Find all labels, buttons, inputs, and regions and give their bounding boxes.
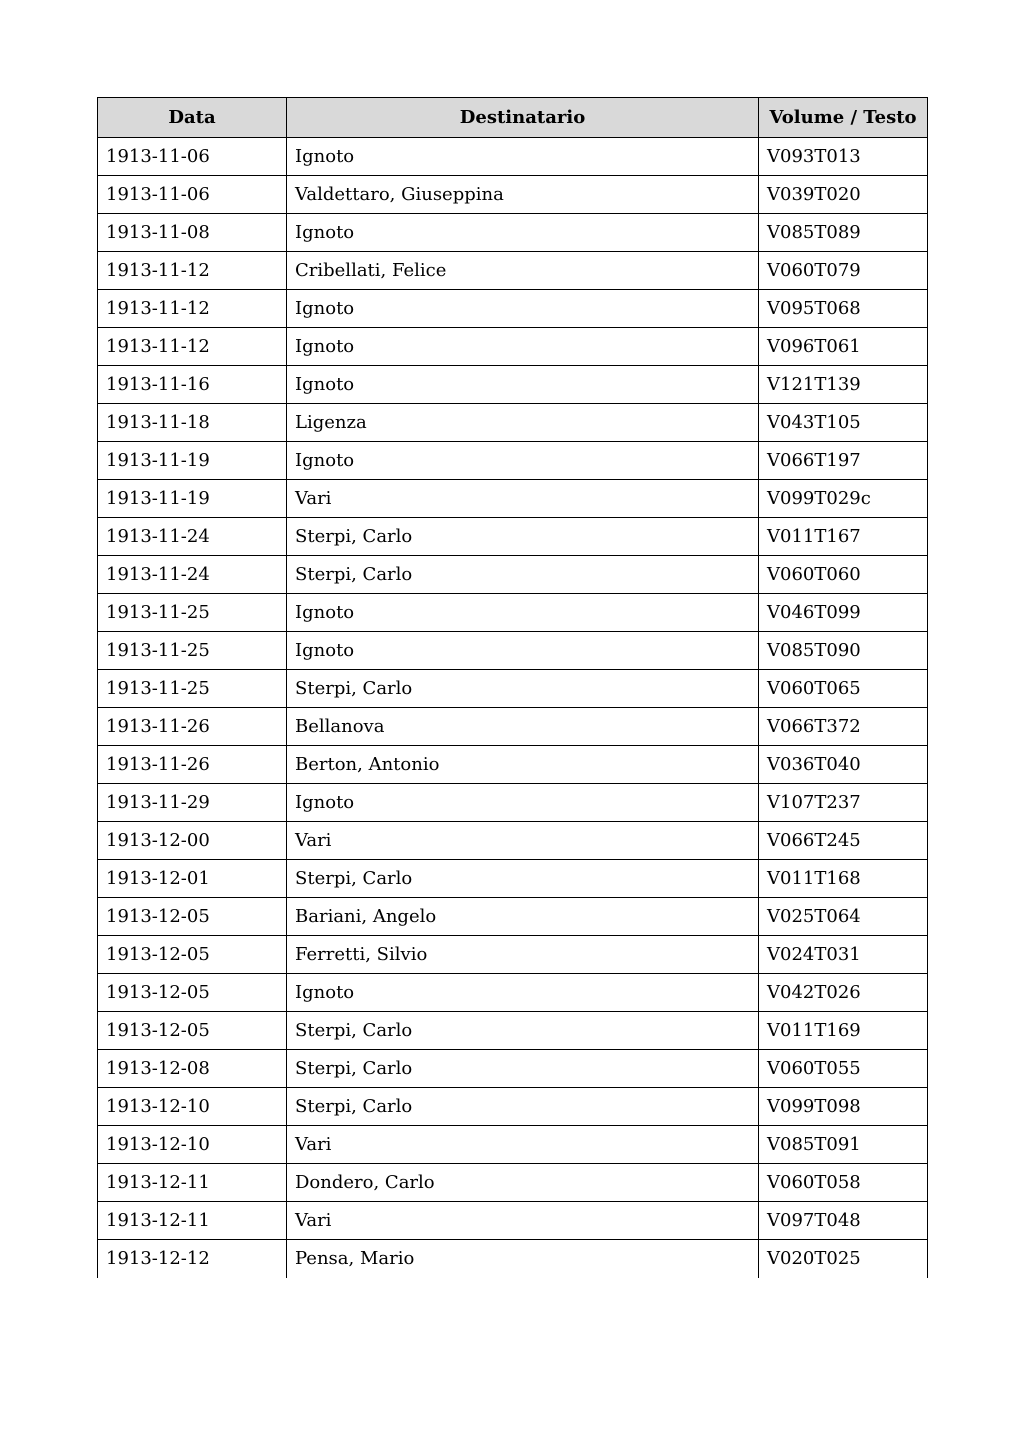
- cell-date: 1913-12-08: [98, 1050, 287, 1088]
- cell-date: 1913-12-10: [98, 1126, 287, 1164]
- table-row: [98, 860, 928, 898]
- cell-volume: V046T099: [759, 594, 928, 632]
- table-row: [98, 556, 928, 594]
- cell-recipient: Sterpi, Carlo: [287, 670, 759, 708]
- table-row: [98, 1012, 928, 1050]
- cell-volume: V107T237: [759, 784, 928, 822]
- table-row: [98, 252, 928, 290]
- cell-date: 1913-11-25: [98, 670, 287, 708]
- cell-volume: V085T091: [759, 1126, 928, 1164]
- cell-volume: V060T058: [759, 1164, 928, 1202]
- table-row: [98, 974, 928, 1012]
- cell-volume: V024T031: [759, 936, 928, 974]
- cell-recipient: Ignoto: [287, 214, 759, 252]
- table-row: [98, 518, 928, 556]
- cell-recipient: Sterpi, Carlo: [287, 860, 759, 898]
- header-date: Data: [98, 98, 287, 138]
- cell-date: 1913-11-12: [98, 290, 287, 328]
- table-row: [98, 480, 928, 518]
- cell-recipient: Vari: [287, 822, 759, 860]
- cell-recipient: Pensa, Mario: [287, 1240, 759, 1278]
- cell-date: 1913-11-18: [98, 404, 287, 442]
- cell-recipient: Ignoto: [287, 328, 759, 366]
- cell-date: 1913-12-05: [98, 936, 287, 974]
- cell-recipient: Ignoto: [287, 594, 759, 632]
- cell-volume: V011T169: [759, 1012, 928, 1050]
- cell-date: 1913-12-05: [98, 898, 287, 936]
- cell-date: 1913-11-26: [98, 746, 287, 784]
- cell-recipient: Vari: [287, 480, 759, 518]
- cell-recipient: Ferretti, Silvio: [287, 936, 759, 974]
- cell-recipient: Ignoto: [287, 442, 759, 480]
- table-body: [98, 138, 928, 1278]
- cell-recipient: Bariani, Angelo: [287, 898, 759, 936]
- cell-date: 1913-12-00: [98, 822, 287, 860]
- table-row: [98, 708, 928, 746]
- table-row: [98, 366, 928, 404]
- cell-volume: V099T098: [759, 1088, 928, 1126]
- cell-volume: V093T013: [759, 138, 928, 176]
- table-row: [98, 442, 928, 480]
- cell-recipient: Sterpi, Carlo: [287, 518, 759, 556]
- cell-recipient: Ligenza: [287, 404, 759, 442]
- cell-recipient: Ignoto: [287, 290, 759, 328]
- cell-volume: V095T068: [759, 290, 928, 328]
- cell-volume: V011T167: [759, 518, 928, 556]
- cell-volume: V099T029c: [759, 480, 928, 518]
- cell-recipient: Vari: [287, 1126, 759, 1164]
- cell-date: 1913-11-24: [98, 518, 287, 556]
- table-row: [98, 898, 928, 936]
- cell-date: 1913-11-25: [98, 632, 287, 670]
- cell-volume: V060T065: [759, 670, 928, 708]
- cell-recipient: Sterpi, Carlo: [287, 1050, 759, 1088]
- cell-volume: V036T040: [759, 746, 928, 784]
- cell-volume: V121T139: [759, 366, 928, 404]
- cell-volume: V060T055: [759, 1050, 928, 1088]
- table-row: [98, 1164, 928, 1202]
- cell-recipient: Berton, Antonio: [287, 746, 759, 784]
- cell-date: 1913-11-16: [98, 366, 287, 404]
- cell-recipient: Vari: [287, 1202, 759, 1240]
- cell-volume: V011T168: [759, 860, 928, 898]
- header-recipient: Destinatario: [287, 98, 759, 138]
- cell-date: 1913-11-06: [98, 176, 287, 214]
- table-row: [98, 936, 928, 974]
- cell-date: 1913-11-29: [98, 784, 287, 822]
- cell-volume: V060T060: [759, 556, 928, 594]
- cell-date: 1913-12-05: [98, 1012, 287, 1050]
- cell-recipient: Bellanova: [287, 708, 759, 746]
- letters-table: [97, 97, 928, 1278]
- cell-date: 1913-12-11: [98, 1202, 287, 1240]
- cell-recipient: Dondero, Carlo: [287, 1164, 759, 1202]
- cell-volume: V066T245: [759, 822, 928, 860]
- cell-volume: V066T197: [759, 442, 928, 480]
- cell-date: 1913-11-25: [98, 594, 287, 632]
- cell-volume: V043T105: [759, 404, 928, 442]
- cell-recipient: Valdettaro, Giuseppina: [287, 176, 759, 214]
- table-row: [98, 1202, 928, 1240]
- cell-recipient: Ignoto: [287, 138, 759, 176]
- cell-recipient: Ignoto: [287, 974, 759, 1012]
- cell-recipient: Ignoto: [287, 784, 759, 822]
- cell-volume: V042T026: [759, 974, 928, 1012]
- cell-date: 1913-12-05: [98, 974, 287, 1012]
- header-volume: Volume / Testo: [759, 98, 928, 138]
- cell-recipient: Sterpi, Carlo: [287, 1088, 759, 1126]
- table-row: [98, 594, 928, 632]
- cell-date: 1913-12-01: [98, 860, 287, 898]
- cell-date: 1913-11-08: [98, 214, 287, 252]
- cell-volume: V039T020: [759, 176, 928, 214]
- cell-recipient: Sterpi, Carlo: [287, 556, 759, 594]
- cell-date: 1913-11-12: [98, 252, 287, 290]
- header-row: [98, 98, 928, 138]
- table-row: [98, 746, 928, 784]
- cell-date: 1913-12-12: [98, 1240, 287, 1278]
- cell-date: 1913-11-06: [98, 138, 287, 176]
- cell-recipient: Ignoto: [287, 366, 759, 404]
- cell-volume: V097T048: [759, 1202, 928, 1240]
- table-row: [98, 1240, 928, 1278]
- cell-volume: V020T025: [759, 1240, 928, 1278]
- table-row: [98, 176, 928, 214]
- cell-recipient: Cribellati, Felice: [287, 252, 759, 290]
- table-row: [98, 290, 928, 328]
- cell-volume: V066T372: [759, 708, 928, 746]
- cell-date: 1913-11-24: [98, 556, 287, 594]
- table-row: [98, 1088, 928, 1126]
- table-header: [98, 98, 928, 138]
- table-row: [98, 138, 928, 176]
- cell-date: 1913-11-19: [98, 480, 287, 518]
- document-page: [97, 97, 927, 1278]
- cell-volume: V060T079: [759, 252, 928, 290]
- cell-volume: V096T061: [759, 328, 928, 366]
- cell-volume: V085T089: [759, 214, 928, 252]
- table-row: [98, 1126, 928, 1164]
- table-row: [98, 632, 928, 670]
- cell-date: 1913-12-10: [98, 1088, 287, 1126]
- cell-date: 1913-11-19: [98, 442, 287, 480]
- cell-recipient: Sterpi, Carlo: [287, 1012, 759, 1050]
- cell-date: 1913-12-11: [98, 1164, 287, 1202]
- cell-date: 1913-11-26: [98, 708, 287, 746]
- cell-volume: V025T064: [759, 898, 928, 936]
- table-row: [98, 670, 928, 708]
- cell-date: 1913-11-12: [98, 328, 287, 366]
- cell-volume: V085T090: [759, 632, 928, 670]
- table-row: [98, 784, 928, 822]
- table-row: [98, 214, 928, 252]
- table-row: [98, 822, 928, 860]
- table-row: [98, 404, 928, 442]
- table-row: [98, 328, 928, 366]
- cell-recipient: Ignoto: [287, 632, 759, 670]
- table-row: [98, 1050, 928, 1088]
